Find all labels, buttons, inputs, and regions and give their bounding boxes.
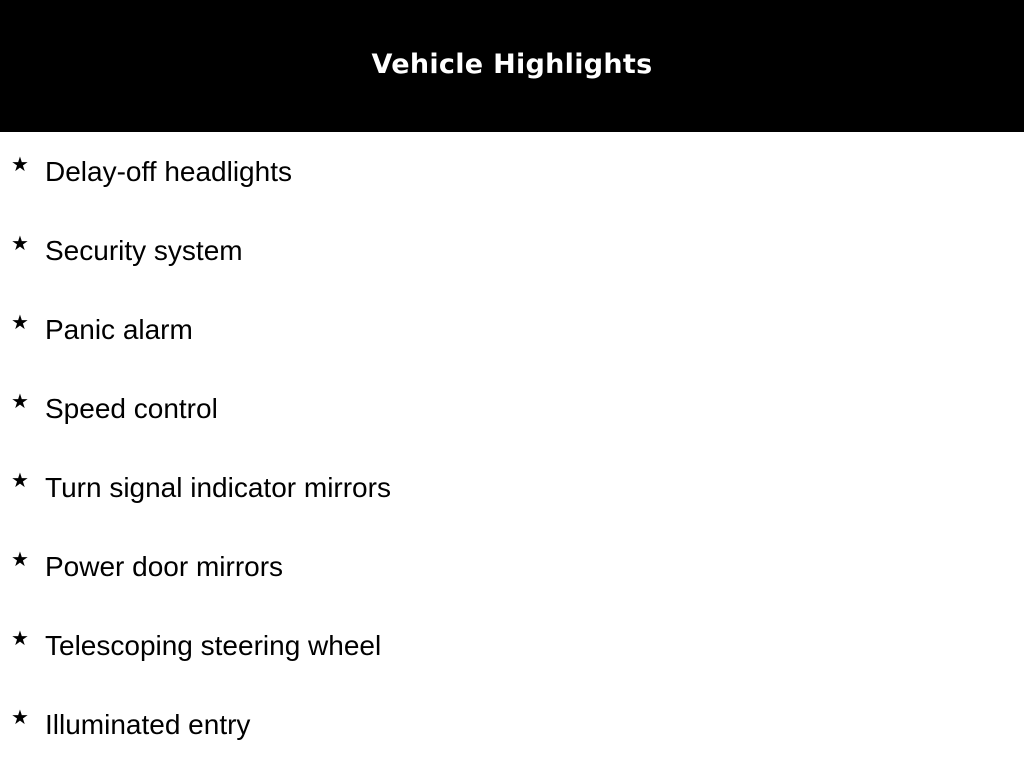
page-title: Vehicle Highlights xyxy=(371,48,653,80)
star-icon: ★ xyxy=(11,468,29,492)
highlight-label: Power door mirrors xyxy=(45,551,284,582)
star-icon: ★ xyxy=(11,626,29,650)
list-item xyxy=(0,622,1024,662)
star-icon: ★ xyxy=(11,389,29,413)
highlight-label: Illuminated entry xyxy=(45,709,251,740)
highlight-label: Turn signal indicator mirrors xyxy=(45,472,391,503)
star-icon: ★ xyxy=(11,152,29,176)
star-icon: ★ xyxy=(11,231,29,255)
star-icon: ★ xyxy=(11,705,29,729)
star-icon: ★ xyxy=(11,310,29,334)
star-icon: ★ xyxy=(11,547,29,571)
highlight-label: Security system xyxy=(45,235,243,266)
list-item xyxy=(0,464,1024,504)
highlight-label: Speed control xyxy=(45,393,218,424)
list-item xyxy=(0,227,1024,267)
list-item xyxy=(0,306,1024,346)
highlight-label: Panic alarm xyxy=(45,314,193,345)
list-item xyxy=(0,148,1024,188)
list-item xyxy=(0,701,1024,741)
list-item xyxy=(0,543,1024,583)
highlight-label: Delay-off headlights xyxy=(45,156,292,187)
header-bar xyxy=(0,0,1024,132)
list-item xyxy=(0,385,1024,425)
highlight-label: Telescoping steering wheel xyxy=(45,630,382,661)
